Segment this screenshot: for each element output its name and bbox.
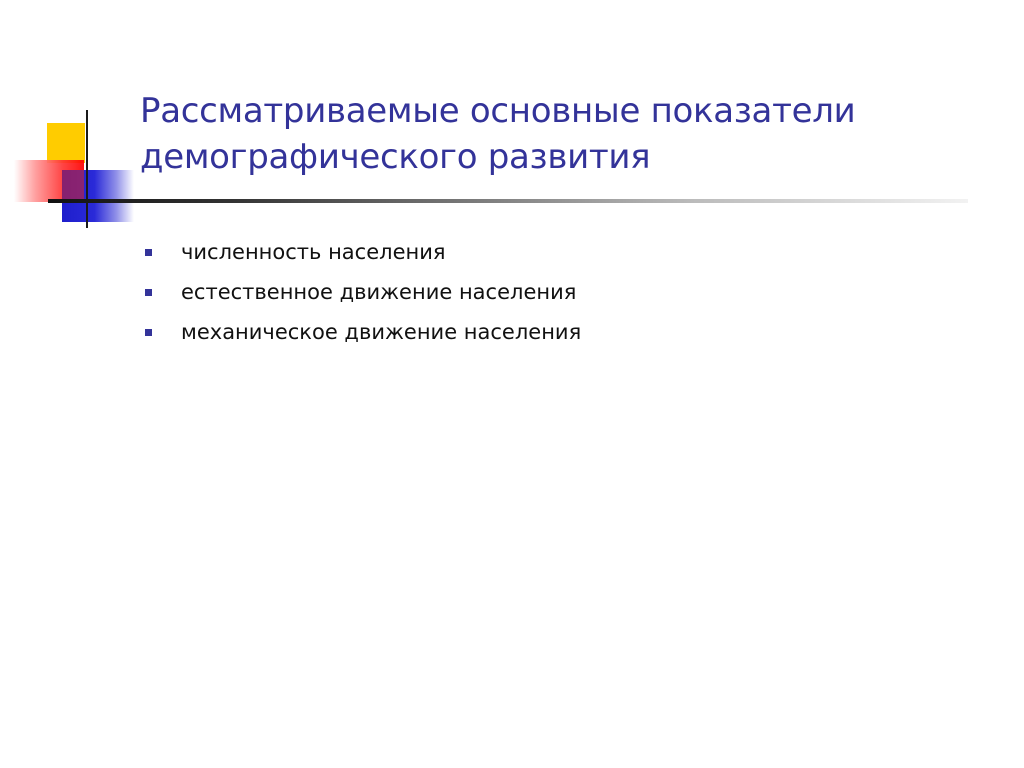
bullet-item — [140, 312, 960, 352]
bullet-list — [140, 232, 960, 352]
bullet-item — [140, 272, 960, 312]
decor-vertical-line — [86, 110, 88, 228]
square-bullet-icon — [145, 329, 152, 336]
bullet-text: механическое движение населения — [181, 320, 582, 344]
bullet-text: численность населения — [181, 240, 446, 264]
square-bullet-icon — [145, 249, 152, 256]
title-underline — [48, 199, 968, 203]
slide-title: Рассматриваемые основные показатели демографического развития — [140, 91, 856, 177]
decor-overlap-square — [62, 170, 84, 202]
bullet-item — [140, 232, 960, 272]
bullet-text: естественное движение населения — [181, 280, 577, 304]
decor-yellow-square — [47, 123, 85, 163]
square-bullet-icon — [145, 289, 152, 296]
